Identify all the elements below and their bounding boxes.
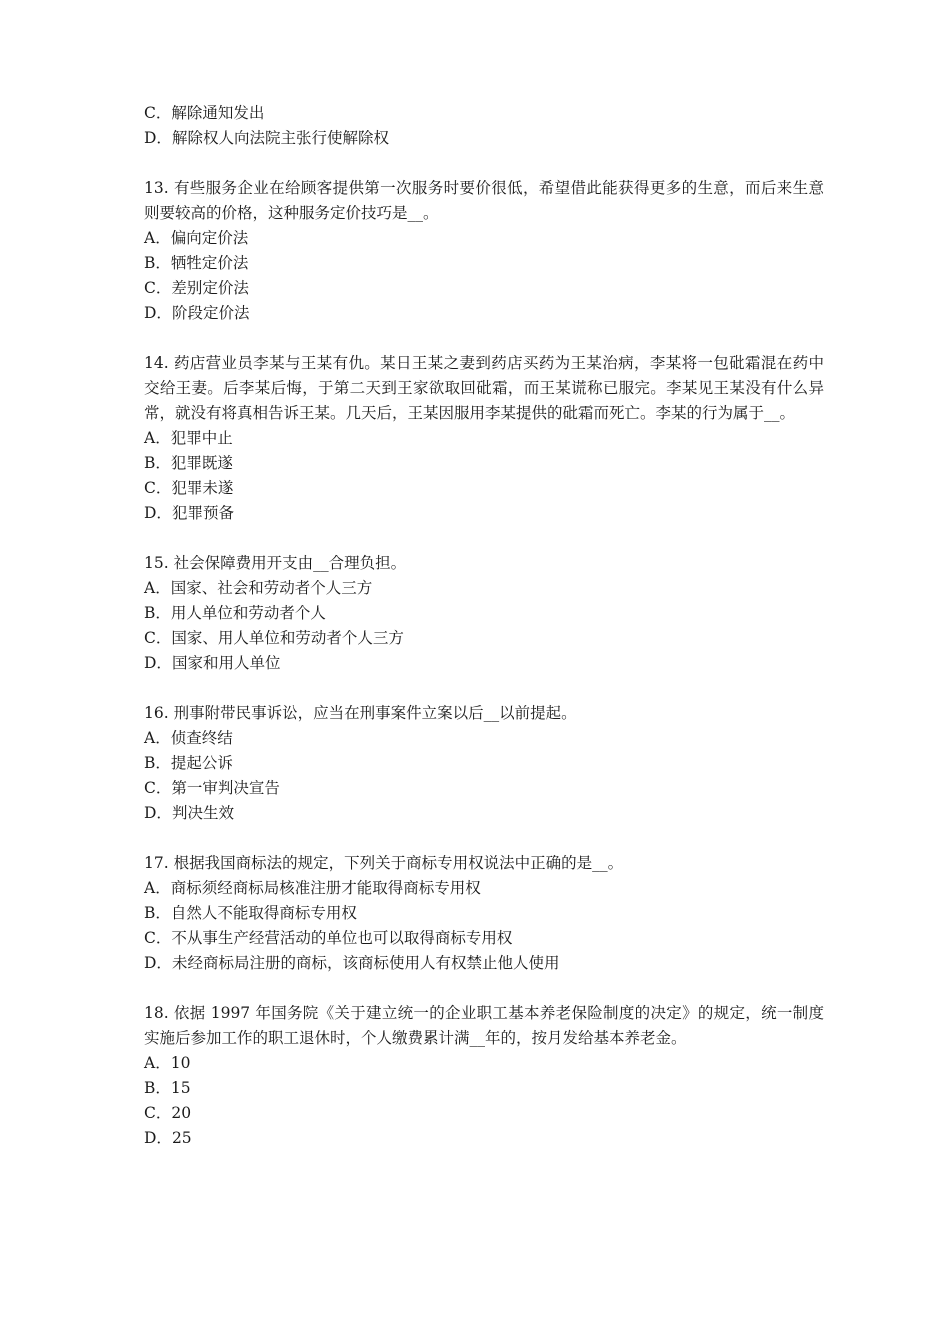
option-letter: A． xyxy=(144,229,171,247)
option-letter: B． xyxy=(144,604,171,622)
option-line xyxy=(144,776,824,801)
option-text: 犯罪未遂 xyxy=(171,479,234,497)
question-13 xyxy=(144,176,824,326)
option-letter: A． xyxy=(144,579,171,597)
question-stem: 14. 药店营业员李某与王某有仇。某日王某之妻到药店买药为王某治病，李某将一包砒霜混在药中交给王妻。后李某后悔，于第二天到王家欲取回砒霜，而王某谎称已服完。李某见王某没有什么异常，就没有将真相告诉王某。几天后，王某因服用李某提供的砒霜而死亡。李某的行为属于__。 xyxy=(144,354,824,422)
option-line xyxy=(144,126,824,151)
option-line xyxy=(144,626,824,651)
option-letter: B． xyxy=(144,254,171,272)
option-letter: C． xyxy=(144,779,172,797)
option-text: 偏向定价法 xyxy=(170,229,249,247)
document-content xyxy=(144,101,824,1151)
option-line xyxy=(144,1051,824,1076)
option-line xyxy=(144,726,824,751)
option-text: 阶段定价法 xyxy=(171,304,250,322)
option-letter: D． xyxy=(144,654,172,672)
question-stem: 18. 依据 1997 年国务院《关于建立统一的企业职工基本养老保险制度的决定》的规定，统一制度实施后参加工作的职工退休时，个人缴费累计满__年的，按月发给基本养老金。 xyxy=(144,1004,824,1047)
question-stem: 13. 有些服务企业在给顾客提供第一次服务时要价很低，希望借此能获得更多的生意，而后来生意则要较高的价格，这种服务定价技巧是__。 xyxy=(144,179,824,222)
option-text: 提起公诉 xyxy=(170,754,233,772)
option-line xyxy=(144,1126,824,1151)
question-18 xyxy=(144,1001,824,1151)
option-text: 用人单位和劳动者个人 xyxy=(170,604,326,622)
option-text: 国家、用人单位和劳动者个人三方 xyxy=(171,629,404,647)
option-letter: B． xyxy=(144,904,171,922)
option-letter: A． xyxy=(144,1054,171,1072)
option-line xyxy=(144,1076,824,1101)
option-line xyxy=(144,601,824,626)
option-text: 10 xyxy=(170,1054,191,1072)
option-line xyxy=(144,476,824,501)
option-line xyxy=(144,951,824,976)
option-letter: B． xyxy=(144,754,171,772)
option-text: 不从事生产经营活动的单位也可以取得商标专用权 xyxy=(171,929,513,947)
option-letter: A． xyxy=(144,879,171,897)
option-line xyxy=(144,876,824,901)
option-line xyxy=(144,1101,824,1126)
question-14 xyxy=(144,351,824,526)
option-text: 侦查终结 xyxy=(170,729,233,747)
option-line xyxy=(144,801,824,826)
option-letter: D． xyxy=(144,304,172,322)
option-text: 第一审判决宣告 xyxy=(171,779,280,797)
option-letter: C． xyxy=(144,479,172,497)
option-letter: D． xyxy=(144,129,172,147)
option-text: 未经商标局注册的商标，该商标使用人有权禁止他人使用 xyxy=(171,954,560,972)
option-text: 25 xyxy=(171,1129,192,1147)
option-text: 国家、社会和劳动者个人三方 xyxy=(170,579,373,597)
option-letter: C． xyxy=(144,279,172,297)
question-stem: 15. 社会保障费用开支由__合理负担。 xyxy=(144,554,407,572)
option-line xyxy=(144,651,824,676)
option-text: 犯罪既遂 xyxy=(170,454,233,472)
option-letter: B． xyxy=(144,454,171,472)
question-16 xyxy=(144,701,824,826)
option-line xyxy=(144,226,824,251)
option-letter: D． xyxy=(144,804,172,822)
option-letter: D． xyxy=(144,504,172,522)
question-stem: 16. 刑事附带民事诉讼，应当在刑事案件立案以后__以前提起。 xyxy=(144,704,577,722)
option-line xyxy=(144,501,824,526)
option-letter: A． xyxy=(144,729,171,747)
option-letter: C． xyxy=(144,929,172,947)
option-line xyxy=(144,901,824,926)
option-text: 自然人不能取得商标专用权 xyxy=(170,904,357,922)
option-line xyxy=(144,576,824,601)
option-text: 20 xyxy=(171,1104,192,1122)
option-line xyxy=(144,926,824,951)
option-text: 犯罪中止 xyxy=(170,429,233,447)
option-line xyxy=(144,276,824,301)
leading-options xyxy=(144,101,824,151)
option-line xyxy=(144,301,824,326)
option-line xyxy=(144,426,824,451)
option-letter: A． xyxy=(144,429,171,447)
option-line xyxy=(144,251,824,276)
option-line xyxy=(144,451,824,476)
option-text: 犯罪预备 xyxy=(171,504,234,522)
option-text: 商标须经商标局核准注册才能取得商标专用权 xyxy=(170,879,481,897)
option-text: 判决生效 xyxy=(171,804,234,822)
question-17 xyxy=(144,851,824,976)
option-letter: C． xyxy=(144,629,172,647)
option-text: 差别定价法 xyxy=(171,279,249,297)
option-letter: C． xyxy=(144,1104,172,1122)
option-text: 解除权人向法院主张行使解除权 xyxy=(171,129,389,147)
option-text: 15 xyxy=(170,1079,191,1097)
option-letter: B． xyxy=(144,1079,171,1097)
option-line xyxy=(144,751,824,776)
option-letter: D． xyxy=(144,1129,172,1147)
option-text: 国家和用人单位 xyxy=(171,654,281,672)
question-stem: 17. 根据我国商标法的规定，下列关于商标专用权说法中正确的是__。 xyxy=(144,854,624,872)
option-text: 解除通知发出 xyxy=(171,104,265,122)
option-letter: C． xyxy=(144,104,172,122)
option-text: 牺牲定价法 xyxy=(170,254,249,272)
question-15 xyxy=(144,551,824,676)
option-line xyxy=(144,101,824,126)
option-letter: D． xyxy=(144,954,172,972)
